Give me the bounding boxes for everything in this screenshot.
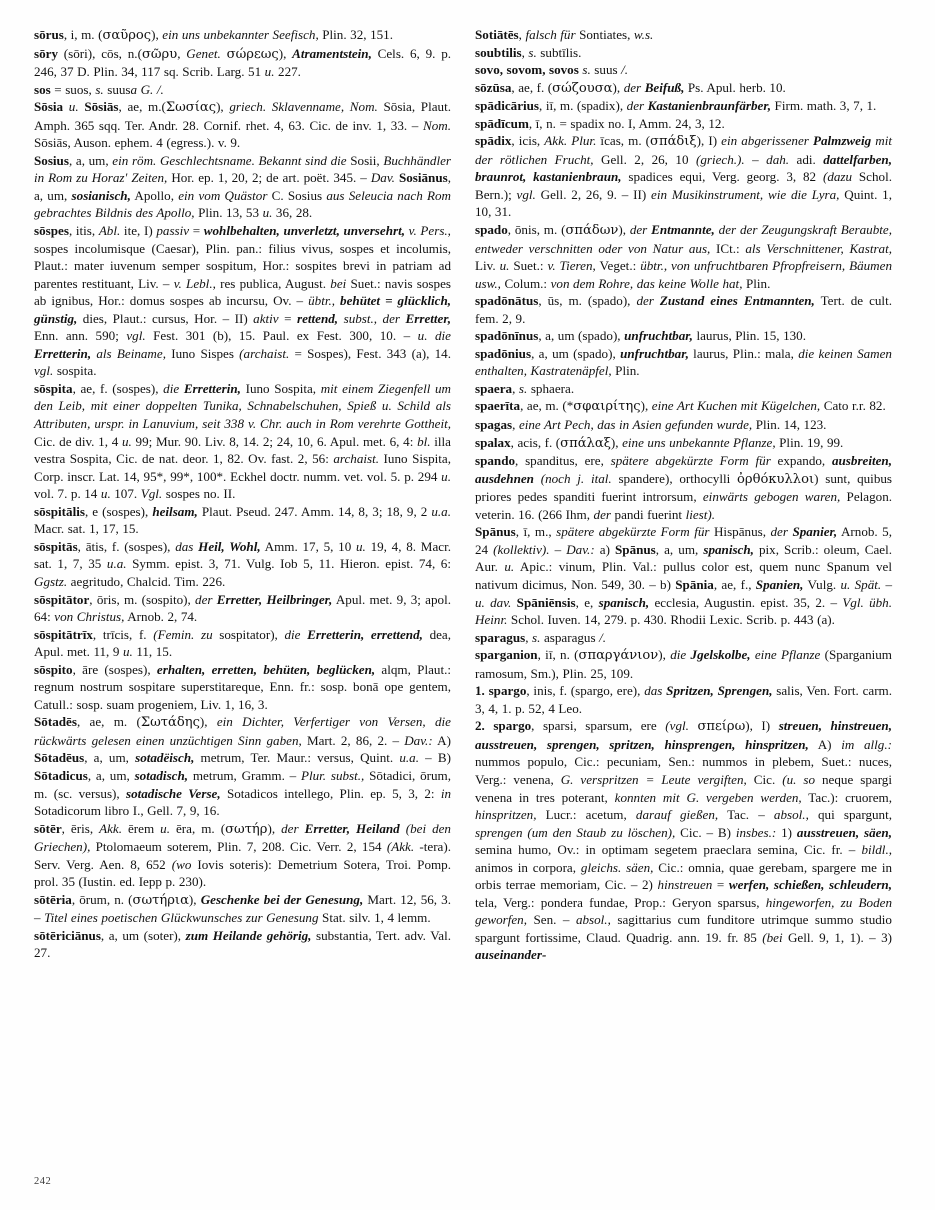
dictionary-entry-soubtilis: soubtilis, s. subtīlis. (475, 44, 582, 60)
dictionary-entry-sos: sos = suos, s. suusa G. /. (34, 81, 164, 97)
dictionary-entry-sospito: sōspito, āre (sospes), erhalten, erretten, behüten, beglücken, alqm, Plaut.: regnum nostrum sospitare superstitareque, Enn. fr.: sosp. bonā ope gentem, Catull.: sosp. suam progeniem, Liv. 1, 16, 3. (34, 661, 451, 712)
dictionary-entry-sospitas: sōspitās, ātis, f. (sospes), das Heil, Wohl, Amm. 17, 5, 10 u. 19, 4, 8. Macr. sat. 1, 7, 35 u.a. Symm. epist. 3, 71. Vulg. Iob 5, 11. Hieron. epist. 74, 6: Ggstz. aegritudo, Chalcid. Tim. 226. (34, 538, 451, 589)
dictionary-entry-spadonius: spadōnius, a, um (spado), unfruchtbar, laurus, Plin.: mala, die keinen Samen enthalten, Kastratenäpfel, Plin. (475, 345, 892, 379)
two-column-text-body (34, 26, 902, 1166)
dictionary-entry-spaerita: spaerīta, ae, m. (*σφαιρίτης), eine Art Kuchen mit Kügelchen, Cato r.r. 82. (475, 398, 886, 415)
dictionary-entry-soter: sōtēr, ēris, Akk. ērem u. ēra, m. (σωτήρ), der Erretter, Heiland (bei den Griechen), Ptolomaeum soterem, Plin. 7, 208. Cic. Verr. 2, 154 (Akk. -tera). Serv. Verg. Aen. 8, 652 (wo Iovis soteris): Demetrium Sotera, Troi. Pomp. prol. 35 (Iustin. ed. Iepp p. 230). (34, 820, 451, 890)
dictionary-entry-spaera: spaera, s. sphaera. (475, 380, 575, 396)
dictionary-entry-sotiates: Sotiātēs, falsch für Sontiates, w.s. (475, 27, 654, 42)
dictionary-entry-sory: sōry (sōri), cōs, n.(σῶρυ, Genet. σώρεως), Atramentstein, Cels. 6, 9. p. 246, 37 D. Plin. 34, 117 sq. Scrib. Larg. 51 u. 227. (34, 45, 452, 80)
dictionary-entry-sozusa: sōzūsa, ae, f. (σώζουσα), der Beifuß, Ps. Apul. herb. 10. (475, 79, 786, 96)
dictionary-entry-spargo2: 2. spargo, sparsi, sparsum, ere (vgl. σπείρω), I) streuen, hinstreuen, ausstreuen, sprengen, spritzen, hinsprengen, hinspritzen, A) im allg.: nummos populo, Cic.: pecuniam, Sen.: nummos in plebem, Suet.: nuces, Verg.: venena, G. verspritzen = Leute vergiften, Cic. (u. so neque spargi venena in tres poterant, konnten mit G. vergeben werden, Tac.): cruorem, hinspritzen, Lucr.: acetum, darauf gießen, Tac. – absol., qui spargunt, sprengen (um den Staub zu löschen), Cic. – B) insbes.: 1) ausstreuen, säen, semina humo, Ov.: in optimam segetem praeclara semina, Cic. fr. – bildl., animos in corpora, gleichs. säen, Cic.: omnia, quae gerebam, spargere me in orbis terrae memoriam, Cic. – 2) hinstreuen = werfen, schießen, schleudern, tela, Verg.: pondera fundae, Prop.: Geryon sparsus, hingeworfen, zu Boden geworfen, Sen. – absol., sagittarius cum funditore utrimque summo studio spargunt fortissime, Claud. Quadrig. ann. 19. fr. 85 (bei Gell. 9, 1, 1). – 3) auseinander- (475, 718, 893, 963)
dictionary-entry-sospita: sōspita, ae, f. (sospes), die Erretterin, Iuno Sospita, mit einem Ziegenfell um den Leib, mit einer doppelten Tunika, Schnabelschuhen, Spieß u. Schild als Attributen, urspr. in Lanuvium, seit 338 v. Chr. auch in Rom verehrte Gottheit, Cic. de div. 1, 4 u. 99; Mur. 90. Liv. 8, 14. 2; 24, 10, 6. Apul. met. 6, 4: bl. illa vestra Sospita, Cic. de nat. deor. 1, 82. Ov. fast. 2, 56: archaist. Iuno Sispita, Corp. inscr. Lat. 14, 95*, 99*, 100*. Eckhel doctr. numm. vet. vol. 5. p. 294 u. vol. 7. p. 14 u. 107. Vgl. sospes no. II. (34, 380, 451, 502)
dictionary-entry-sorus: sōrus, i, m. (σαῦρος), ein uns unbekannter Seefisch, Plin. 32, 151. (34, 27, 393, 43)
dictionary-entry-soteria: sōtēria, ōrum, n. (σωτήρια), Geschenke bei der Genesung, Mart. 12, 56, 3. – Titel eines poetischen Glückwunsches zur Genesung Stat. silv. 1, 4 lemm. (34, 891, 451, 926)
dictionary-entry-spadicarius: spādicārius, iī, m. (spadix), der Kastanienbraunfärber, Firm. math. 3, 7, 1. (475, 98, 877, 114)
left-text-column (34, 26, 451, 1166)
dictionary-entry-spargo1: 1. spargo, inis, f. (spargo, ere), das Spritzen, Sprengen, salis, Ven. Fort. carm. 3, 4, 1. p. 52, 4 Leo. (475, 683, 893, 716)
dictionary-entry-spadoninus: spadōnīnus, a, um (spado), unfruchtbar, laurus, Plin. 15, 130. (475, 328, 806, 344)
dictionary-entry-sosia: Sōsia u. Sōsiās, ae, m.(Σωσίας), griech. Sklavenname, Nom. Sōsia, Plaut. Amph. 365 sqq. Ter. Andr. 28. Cornif. rhet. 4, 63. Cic. de inv. 1, 33. – Nom. Sōsiās, Auson. ephem. 4 (egress.). v. 9. (34, 99, 451, 151)
dictionary-entry-sospitator: sōspitātor, ōris, m. (sospito), der Erretter, Heilbringer, Apul. met. 9, 3; apol. 64: von Christus, Arnob. 2, 74. (34, 591, 451, 625)
dictionary-entry-spalax: spalax, acis, f. (σπάλαξ), eine uns unbekannte Pflanze, Plin. 19, 99. (475, 434, 844, 451)
dictionary-entry-sparagus: sparagus, s. asparagus /. (475, 629, 607, 645)
dictionary-entry-sotericianus: sōtēriciānus, a, um (soter), zum Heilande gehörig, substantia, Tert. adv. Val. 27. (34, 927, 451, 961)
dictionary-entry-sosius: Sosius, a, um, ein röm. Geschlechtsname. Bekannt sind die Sosii, Buchhändler in Rom zu Horaz' Zeiten, Hor. ep. 1, 20, 2; de art. poët. 345. – Dav. Sosiānus, a, um, sosianisch, Apollo, ein vom Quästor C. Sosius aus Seleucia nach Rom gebrachtes Bildnis des Apollo, Plin. 13, 53 u. 36, 28. (34, 152, 452, 221)
dictionary-entry-spando: spando, spanditus, ere, spätere abgekürzte Form für expando, ausbreiten, ausdehnen (noch j. ital. spandere), orthocylli ὀρθόκυλλοι) sunt, quibus priores pedes spanditi fuerint introrsum, einwärts gebogen waren, Pelagon. veterin. 16. (266 Ihm, der pandi fuerint liest). (475, 453, 893, 522)
dictionary-entry-sovo: sovo, sovom, sovos s. suus /. (475, 62, 629, 78)
dictionary-entry-sospitalis: sōspitālis, e (sospes), heilsam, Plaut. Pseud. 247. Amm. 14, 8, 3; 18, 9, 2 u.a. Macr. sat. 1, 17, 15. (34, 503, 451, 537)
page-number: 242 (34, 1176, 52, 1187)
dictionary-entry-spado: spado, ōnis, m. (σπάδων), der Entmannte, der der Zeugungskraft Beraubte, entweder verschnitten oder von Natur aus, ICt.: als Verschnittener, Kastrat, Liv. u. Suet.: v. Tieren, Veget.: übtr., von unfruchtbaren Pfropfreisern, Bäumen usw., Colum.: von dem Rohre, das keine Wolle hat, Plin. (475, 222, 893, 291)
right-text-column (475, 26, 892, 1166)
dictionary-entry-spadicum: spādīcum, ī, n. = spadix no. I, Amm. 24, 3, 12. (475, 115, 725, 131)
dictionary-entry-sotades: Sōtadēs, ae, m. (Σωτάδης), ein Dichter, Verfertiger von Versen, die rückwärts gelesen einen unzüchtigen Sinn gaben, Mart. 2, 86, 2. – Dav.: A) Sōtadēus, a, um, sotadëisch, metrum, Ter. Maur.: versus, Quint. u.a. – B) Sōtadicus, a, um, sotadisch, metrum, Gramm. – Plur. subst., Sōtadici, ōrum, m. (sc. versus), sotadische Verse, Sotadicos intellego, Plin. ep. 5, 3, 2: in Sotadicorum libro I., Gell. 7, 9, 16. (34, 714, 452, 819)
dictionary-entry-sospes: sōspes, itis, Abl. ite, I) passiv = wohlbehalten, unverletzt, unversehrt, v. Pers., sospes incolumisque (Caesar), Plin. pan.: filius vivus, sospes et incolumis, Plaut.: mater iuvenum semper sospitum, Hor.: sospites brevi in patriam ad parentes restituant, Liv. – v. Lebl., res publica, August. bei Suet.: navis sospes ab ignibus, Hor.: domus sospes ab incursu, Ov. – übtr., behütet = glücklich, günstig, dies, Plaut.: cursus, Hor. – II) aktiv = rettend, subst., der Erretter, Enn. ann. 590; vgl. Fest. 301 (b), 15. Paul. ex Fest. 300, 10. – u. die Erretterin, als Beiname, Iuno Sispes (archaist. = Sospes), Fest. 343 (a), 14. vgl. sospita. (34, 223, 452, 379)
dictionary-entry-sospitatrix: sōspitātrīx, trīcis, f. (Femin. zu sospitator), die Erretterin, errettend, dea, Apul. met. 11, 9 u. 11, 15. (34, 626, 452, 660)
dictionary-entry-spadonatus: spadōnātus, ūs, m. (spado), der Zustand eines Entmannten, Tert. de cult. fem. 2, 9. (475, 293, 892, 326)
dictionary-entry-spanus: Spānus, ī, m., spätere abgekürzte Form für Hispānus, der Spanier, Arnob. 5, 24 (kollektiv). – Dav.: a) Spānus, a, um, spanisch, pix, Scrib.: oleum, Cael. Aur. u. Apic.: vinum, Plin. Val.: pullus color est, quem nunc Spanum vel nativum dicimus, Non. 549, 30. – b) Spānia, ae, f., Spanien, Vulg. u. Spät. – u. dav. Spāniēnsis, e, spanisch, ecclesia, Augustin. epist. 35, 2. – Vgl. übh. Heinr. Schol. Iuven. 14, 279. p. 430. Rhodii Lexic. Scrib. p. 443 (a). (475, 524, 893, 628)
dictionary-entry-sparganion: sparganion, iī, n. (σπαργάνιον), die Jgelskolbe, eine Pflanze (Sparganium ramosum, Sm.), Plin. 25, 109. (475, 647, 892, 681)
dictionary-entry-spadix: spādix, icis, Akk. Plur. īcas, m. (σπάδιξ), I) ein abgerissener Palmzweig mit der rötlichen Frucht, Gell. 2, 26, 10 (griech.). – dah. adi. dattelfarben, braunrot, kastanienbraun, spadices equi, Verg. georg. 3, 82 (dazu Schol. Bern.); vgl. Gell. 2, 26, 9. – II) ein Musikinstrument, wie die Lyra, Quint. 1, 10, 31. (475, 133, 893, 220)
dictionary-entry-spagas: spagas, eine Art Pech, das in Asien gefunden wurde, Plin. 14, 123. (475, 417, 827, 433)
